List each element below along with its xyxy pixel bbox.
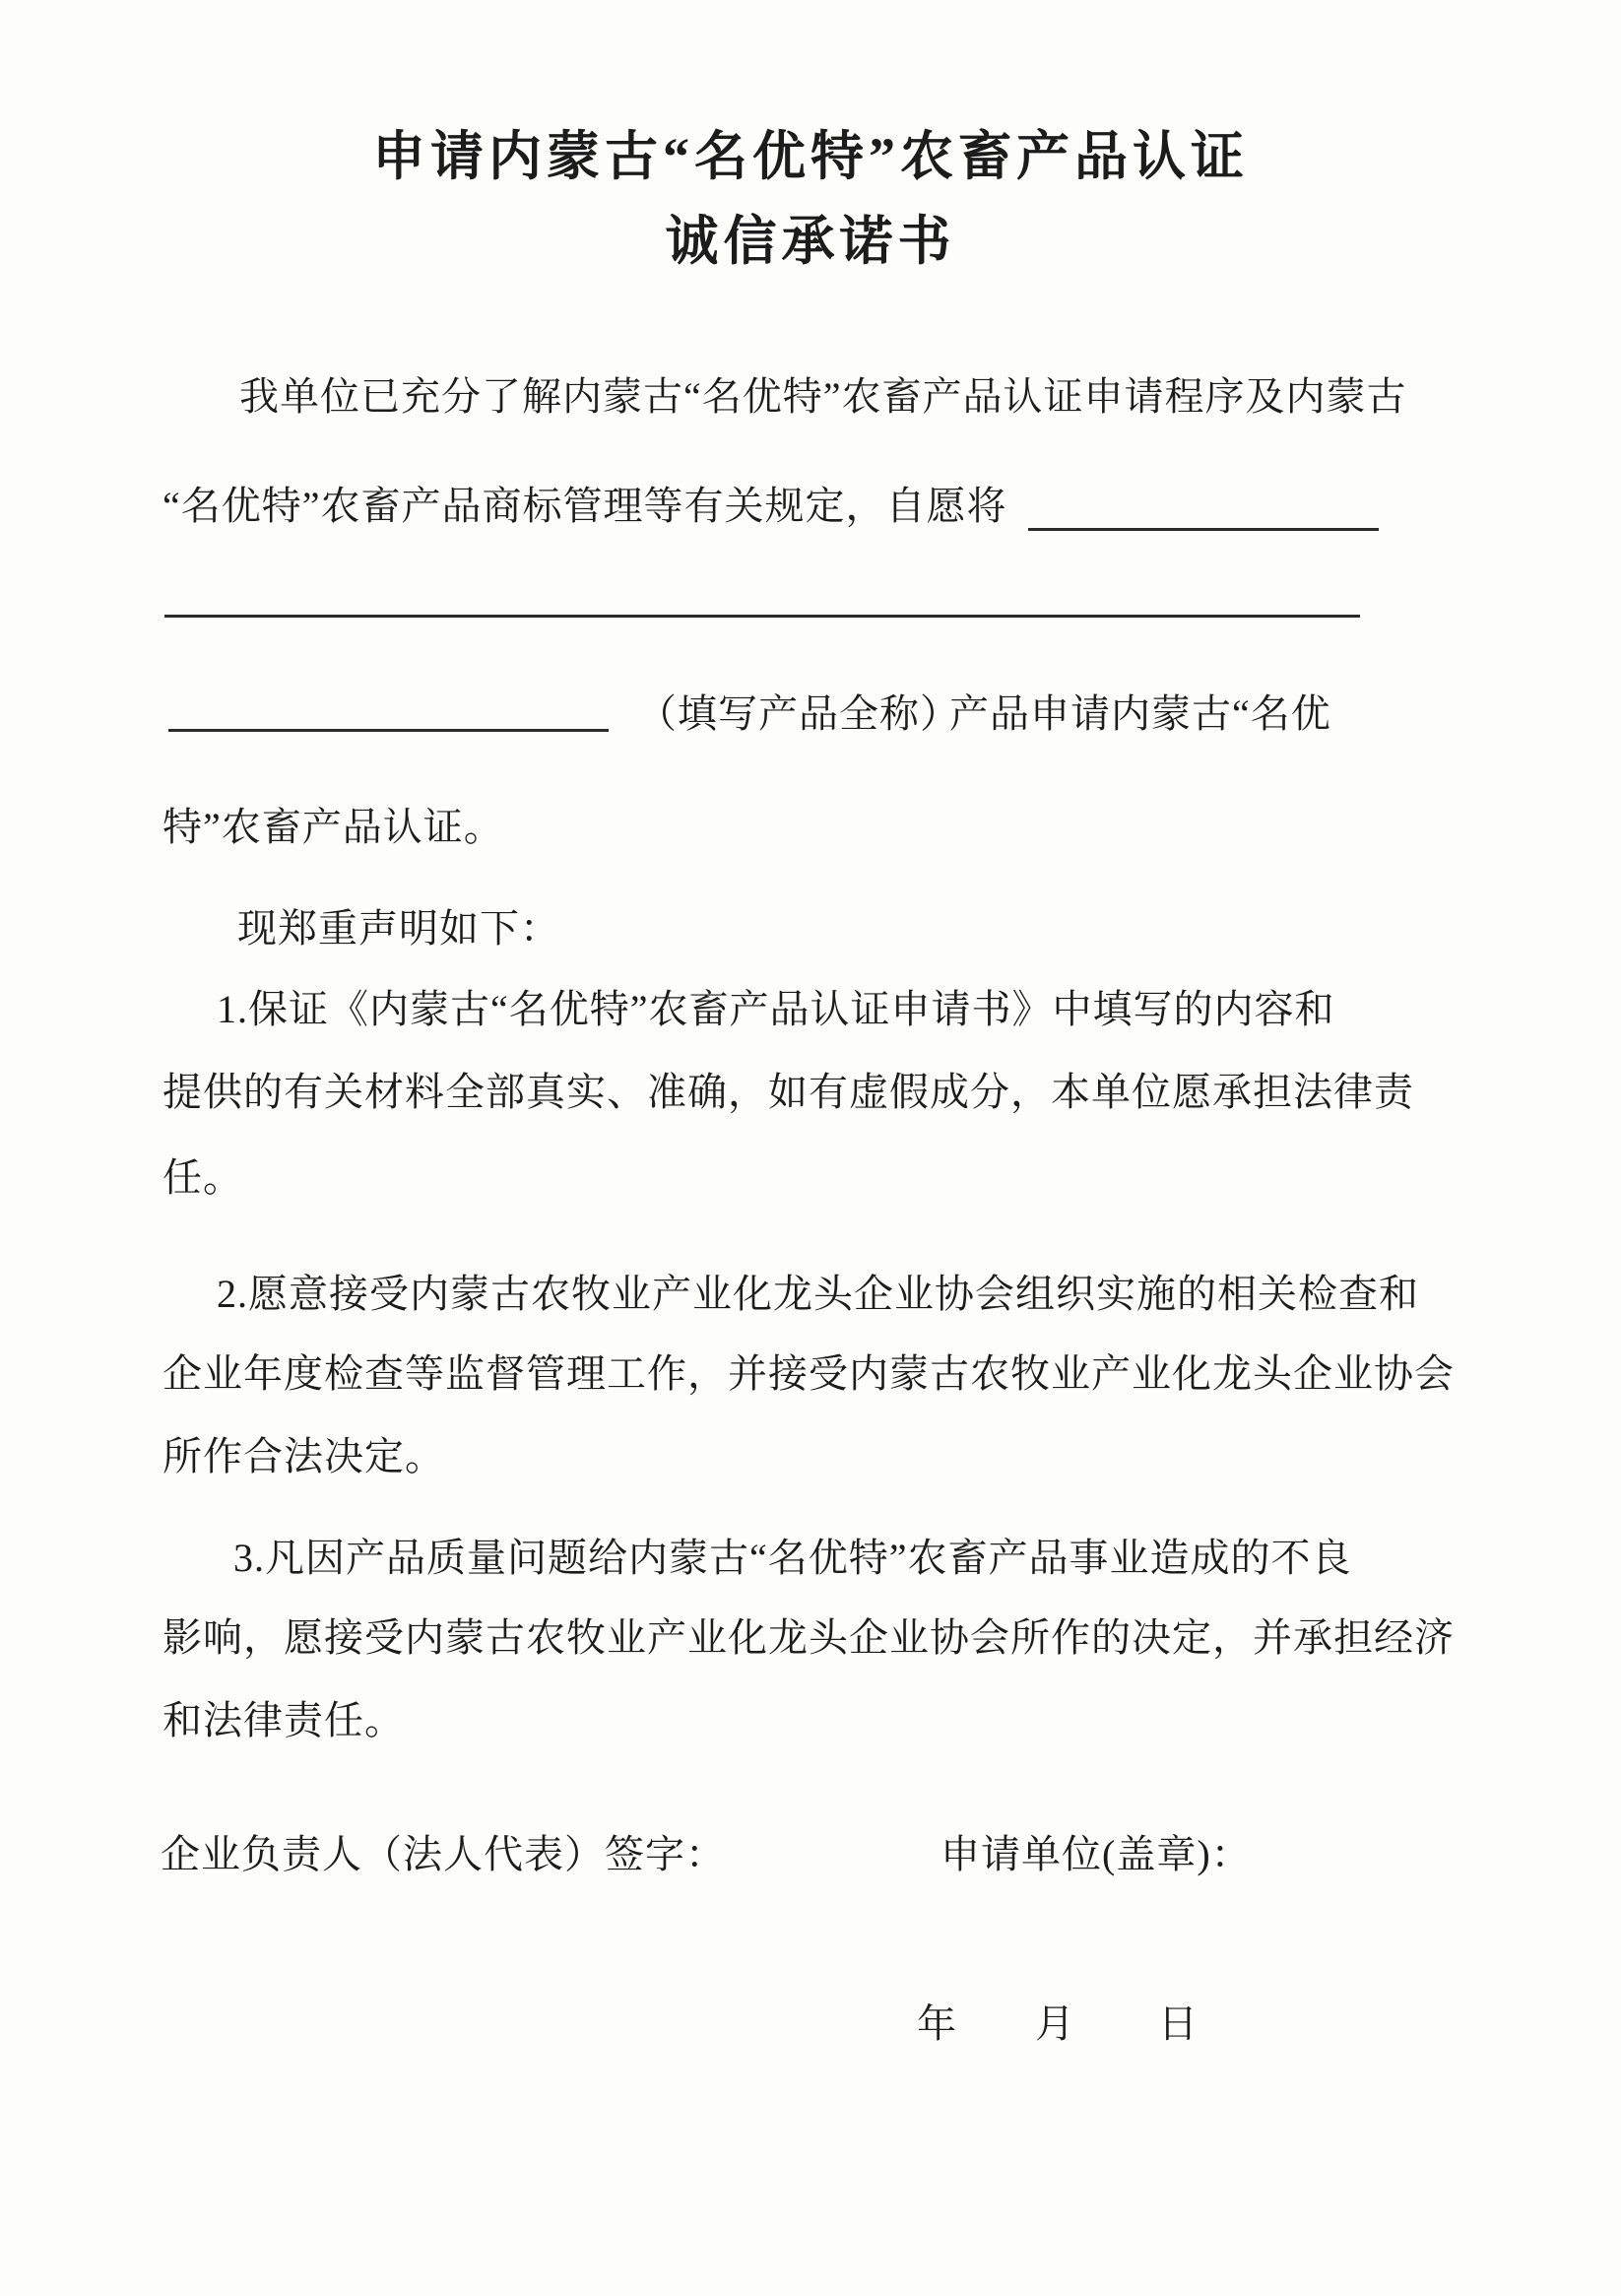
date-day-label: 日	[1158, 2001, 1199, 2046]
document-title-line-1: 申请内蒙古“名优特”农畜产品认证	[372, 127, 1249, 186]
date-month-label: 月	[1035, 2001, 1075, 2046]
product-name-blank-line-1	[1028, 528, 1379, 531]
item-2-line-1: 2.愿意接受内蒙古农牧业产业化龙头企业协会组织实施的相关检查和	[217, 1272, 1419, 1316]
product-name-blank-line-2	[164, 615, 1360, 618]
signature-label-legal-representative: 企业负责人（法人代表）签字：	[161, 1832, 726, 1876]
intro-line-1: 我单位已充分了解内蒙古“名优特”农畜产品认证申请程序及内蒙古	[239, 374, 1407, 419]
item-1-line-2: 提供的有关材料全部真实、准确，如有虚假成分，本单位愿承担法律责	[162, 1070, 1414, 1114]
document-title-line-2: 诚信承诺书	[665, 212, 956, 271]
intro-line-5: 特”农畜产品认证。	[162, 805, 504, 849]
item-1-line-3: 任。	[162, 1155, 243, 1200]
intro-line-4-tail: 产品申请内蒙古“名优	[949, 691, 1331, 736]
product-name-blank-line-3	[168, 729, 609, 732]
signature-label-applicant-unit-seal: 申请单位(盖章)：	[940, 1832, 1252, 1876]
item-3-line-2: 影响，愿接受内蒙古农牧业产业化龙头企业协会所作的决定，并承担经济	[162, 1615, 1455, 1660]
item-1-line-1: 1.保证《内蒙古“名优特”农畜产品认证申请书》中填写的内容和	[217, 987, 1335, 1031]
item-3-line-1: 3.凡因产品质量问题给内蒙古“名优特”农畜产品事业造成的不良	[233, 1536, 1352, 1580]
item-2-line-2: 企业年度检查等监督管理工作，并接受内蒙古农牧业产业化龙头企业协会	[162, 1351, 1455, 1396]
fill-product-name-hint: （填写产品全称）	[637, 691, 960, 736]
item-2-line-3: 所作合法决定。	[162, 1434, 445, 1478]
declaration-heading: 现郑重声明如下：	[237, 906, 560, 951]
intro-line-2: “名优特”农畜产品商标管理等有关规定，自愿将	[162, 484, 1007, 528]
date-year-label: 年	[917, 2001, 957, 2046]
item-3-line-3: 和法律责任。	[162, 1698, 405, 1742]
